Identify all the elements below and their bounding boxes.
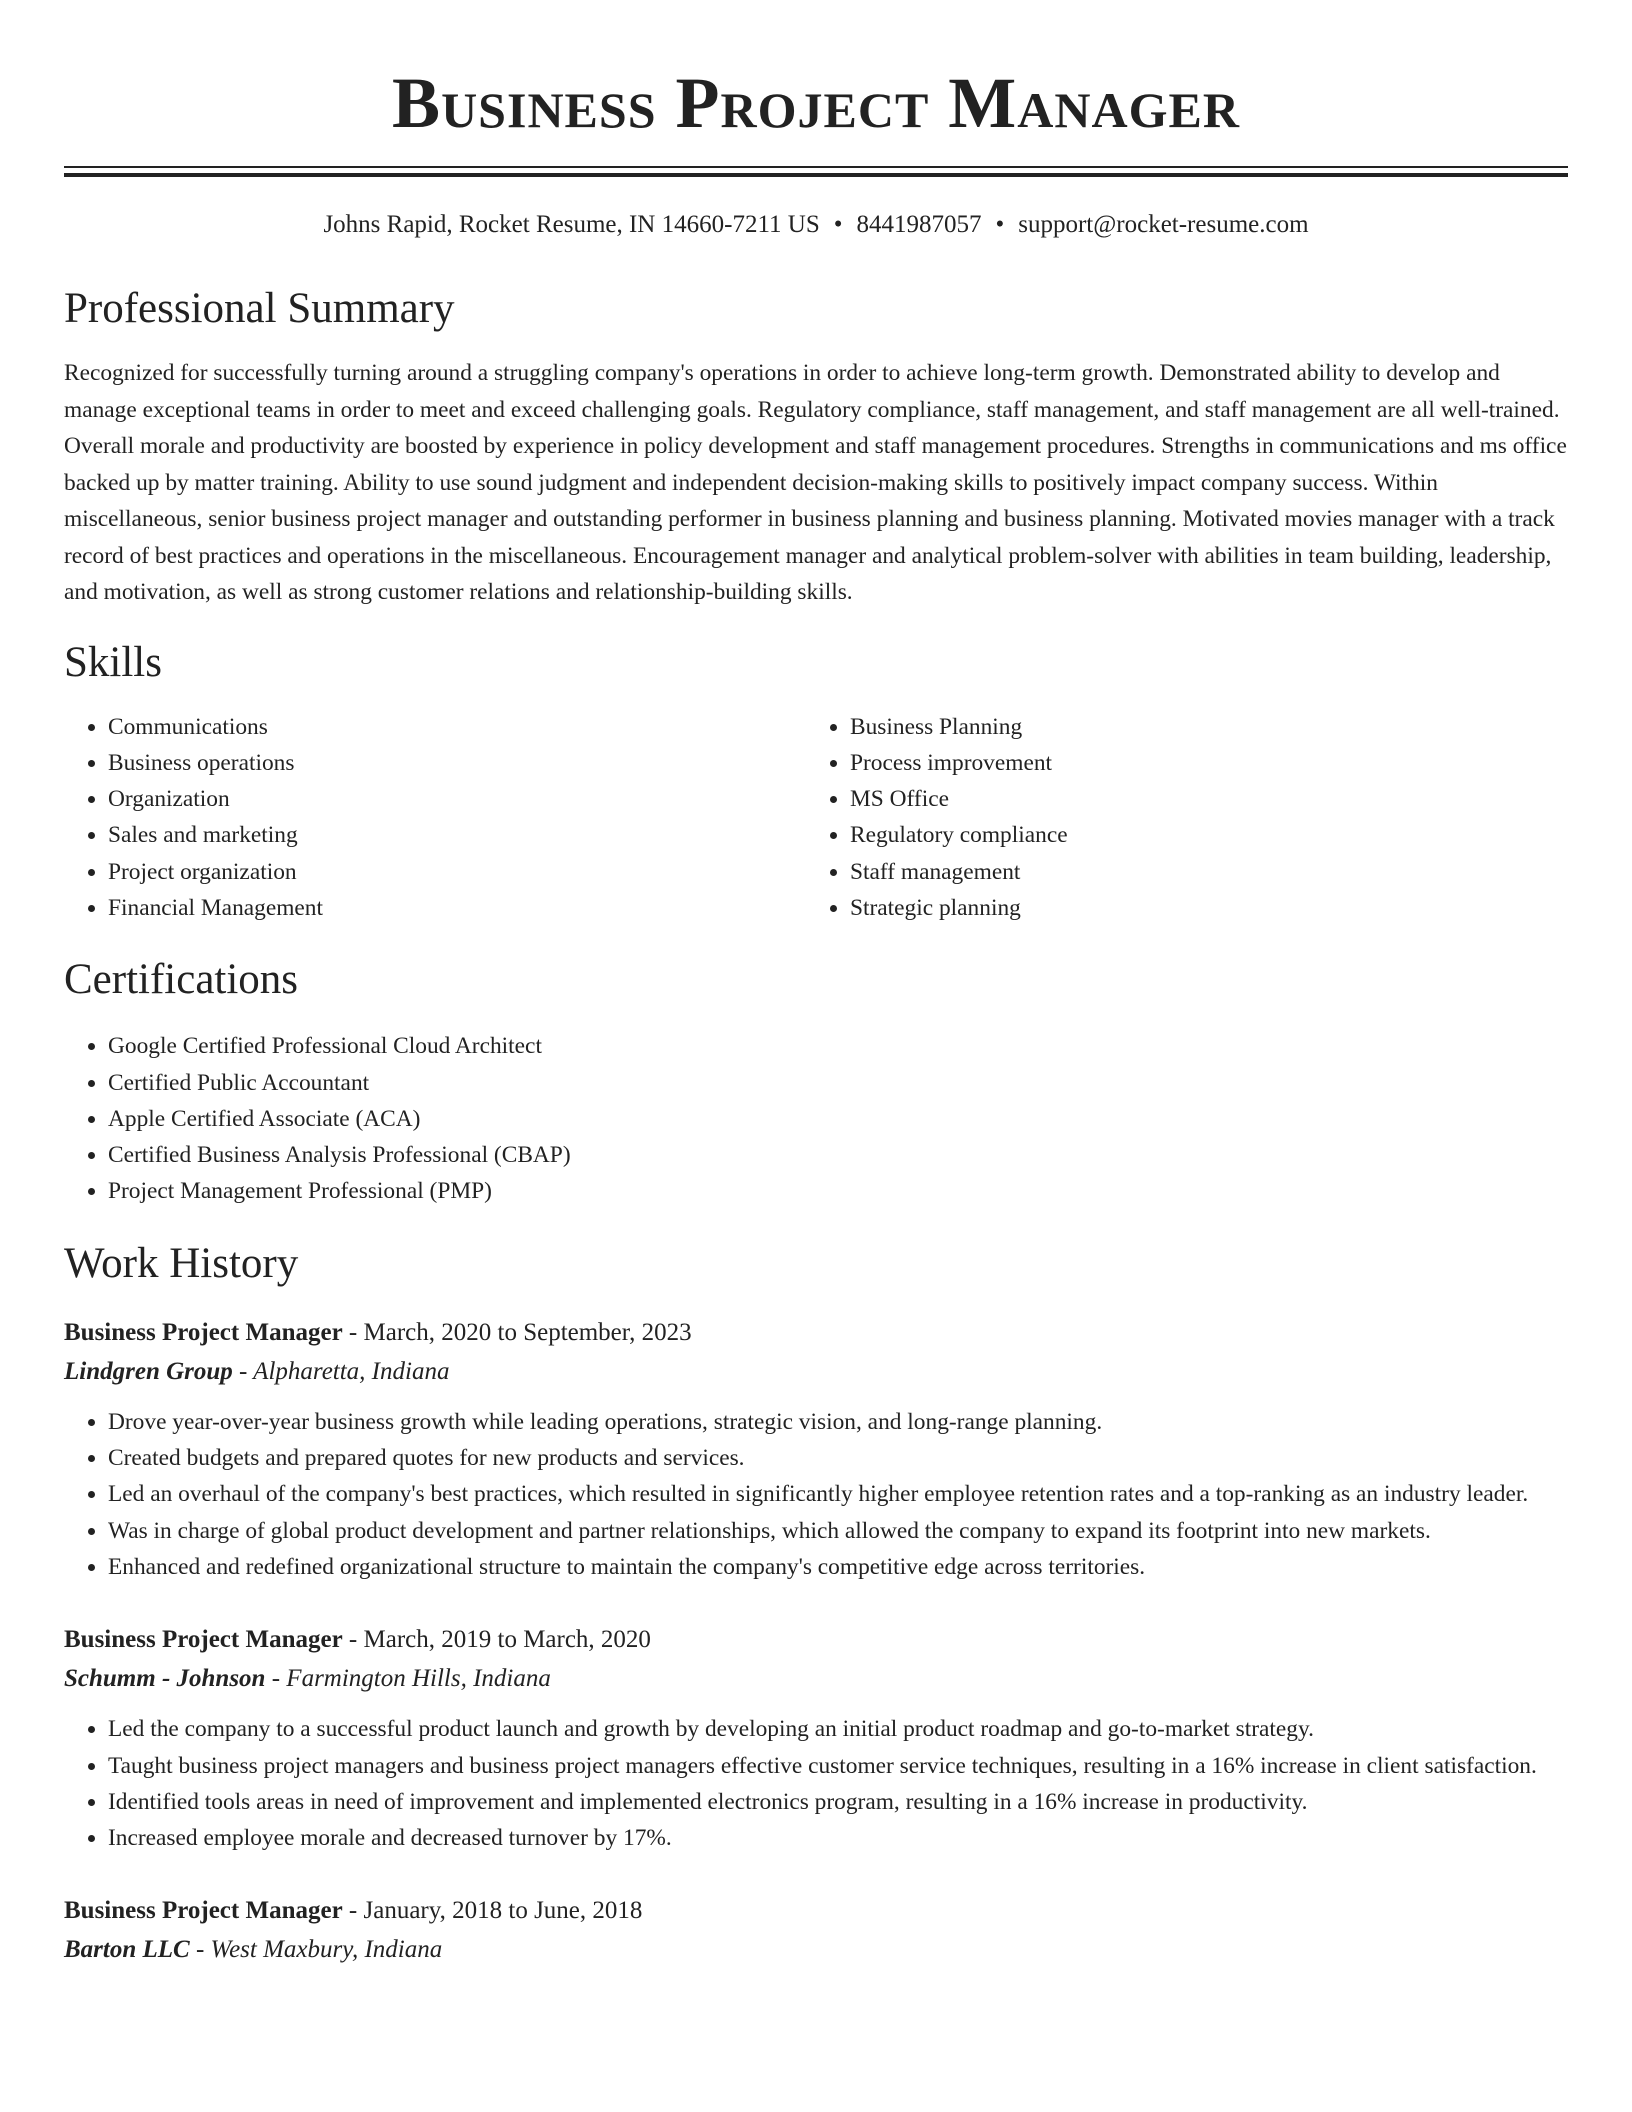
- contact-separator: •: [833, 211, 843, 238]
- contact-separator: •: [995, 211, 1005, 238]
- skills-grid: [64, 709, 1568, 927]
- certification-item: • Apple Certified Associate (ACA): [108, 1101, 1568, 1137]
- certification-item: • Certified Public Accountant: [108, 1065, 1568, 1101]
- job-bullet: • Taught business project managers and business project managers effective customer service techniques, resulting in a 16% increase in client satisfaction.: [108, 1748, 1568, 1784]
- job-company-line: [64, 1352, 1568, 1392]
- skill-item: • Staff management: [850, 854, 1548, 890]
- contact-email: support@rocket-resume.com: [1018, 211, 1309, 238]
- job-bullet: • Increased employee morale and decreased turnover by 17%.: [108, 1820, 1568, 1856]
- contact-phone: 8441987057: [856, 211, 982, 238]
- job-bullets: [64, 1711, 1568, 1856]
- contact-address: Johns Rapid, Rocket Resume, IN 14660-7211 US: [323, 211, 820, 238]
- summary-text: Recognized for successfully turning around a struggling company's operations in order to achieve long-term growth. Demonstrated ability to develop and manage exceptional teams in order to meet and exceed challenging goals. Regulatory compliance, staff management, and staff management are all well-trained. Overall morale and productivity are boosted by experience in policy development and staff management procedures. Strengths in communications and ms office backed up by matter training. Ability to use sound judgment and independent decision-making skills to positively impact company success. Within miscellaneous, senior business project manager and outstanding performer in business planning and business planning. Motivated movies manager with a track record of best practices and operations in the miscellaneous. Encouragement manager and analytical problem-solver with abilities in team building, leadership, and motivation, as well as strong customer relations and relationship-building skills.: [64, 360, 1567, 605]
- title-divider-thin: [64, 166, 1568, 168]
- job-bullet: • Enhanced and redefined organizational structure to maintain the company's competitive edge across territories.: [108, 1549, 1568, 1585]
- job-title-line: [64, 1892, 1568, 1930]
- job-location: - Alpharetta, Indiana: [232, 1357, 450, 1385]
- skill-item: • Project organization: [108, 854, 806, 890]
- skill-item: • Process improvement: [850, 745, 1548, 781]
- job-title: Business Project Manager: [64, 1626, 343, 1654]
- job-title-line: [64, 1314, 1568, 1352]
- skill-item: • Communications: [108, 709, 806, 745]
- job-company-line: [64, 1659, 1568, 1699]
- title-divider-thick: [64, 173, 1568, 177]
- job-company: Barton LLC: [64, 1936, 190, 1964]
- job-dates: - March, 2019 to March, 2020: [342, 1626, 651, 1654]
- job-title: Business Project Manager: [64, 1897, 343, 1925]
- job-bullet: • Identified tools areas in need of improvement and implemented electronics program, resulting in a 16% increase in productivity.: [108, 1784, 1568, 1820]
- resume-title: Business Project Manager: [392, 63, 1240, 143]
- certification-item: • Project Management Professional (PMP): [108, 1173, 1568, 1209]
- job-title: Business Project Manager: [64, 1318, 343, 1346]
- job-location: - West Maxbury, Indiana: [189, 1936, 443, 1964]
- contact-line: [64, 207, 1568, 243]
- job-bullet: • Was in charge of global product development and partner relationships, which allowed the company to expand its footprint into new markets.: [108, 1513, 1568, 1549]
- job-dates: - January, 2018 to June, 2018: [342, 1897, 643, 1925]
- skills-column-left: [64, 709, 806, 927]
- certification-item: • Certified Business Analysis Professional (CBAP): [108, 1137, 1568, 1173]
- certification-item: • Google Certified Professional Cloud Architect: [108, 1028, 1568, 1064]
- work-history-heading: Work History: [64, 1239, 299, 1287]
- job-company: Schumm - Johnson: [64, 1665, 266, 1693]
- job-bullets: [64, 1404, 1568, 1585]
- skill-item: • Business operations: [108, 745, 806, 781]
- job-entry: [64, 1621, 1568, 1856]
- summary-heading: Professional Summary: [64, 285, 455, 332]
- job-bullet: • Created budgets and prepared quotes for new products and services.: [108, 1440, 1568, 1476]
- job-entry: [64, 1892, 1568, 1970]
- skills-list-left: [64, 709, 806, 927]
- skill-item: • Sales and marketing: [108, 817, 806, 853]
- job-bullet: • Drove year-over-year business growth while leading operations, strategic vision, and long-range planning.: [108, 1404, 1568, 1440]
- job-title-line: [64, 1621, 1568, 1659]
- job-company-line: [64, 1930, 1568, 1970]
- certifications-list: [64, 1028, 1568, 1209]
- job-dates: - March, 2020 to September, 2023: [342, 1318, 692, 1346]
- skills-heading: Skills: [64, 638, 162, 686]
- job-company: Lindgren Group: [64, 1357, 233, 1385]
- job-bullet: • Led an overhaul of the company's best practices, which resulted in significantly higher employee retention rates and a top-ranking as an industry leader.: [108, 1476, 1568, 1512]
- job-location: - Farmington Hills, Indiana: [265, 1665, 551, 1693]
- certifications-heading: Certifications: [64, 956, 299, 1004]
- skill-item: • Organization: [108, 781, 806, 817]
- job-bullet: • Led the company to a successful product launch and growth by developing an initial product roadmap and go-to-market strategy.: [108, 1711, 1568, 1747]
- skill-item: • Regulatory compliance: [850, 817, 1548, 853]
- skill-item: • Strategic planning: [850, 890, 1548, 926]
- skills-column-right: [806, 709, 1548, 927]
- skill-item: • MS Office: [850, 781, 1548, 817]
- job-entry: [64, 1314, 1568, 1585]
- skill-item: • Business Planning: [850, 709, 1548, 745]
- skill-item: • Financial Management: [108, 890, 806, 926]
- skills-list-right: [806, 709, 1548, 927]
